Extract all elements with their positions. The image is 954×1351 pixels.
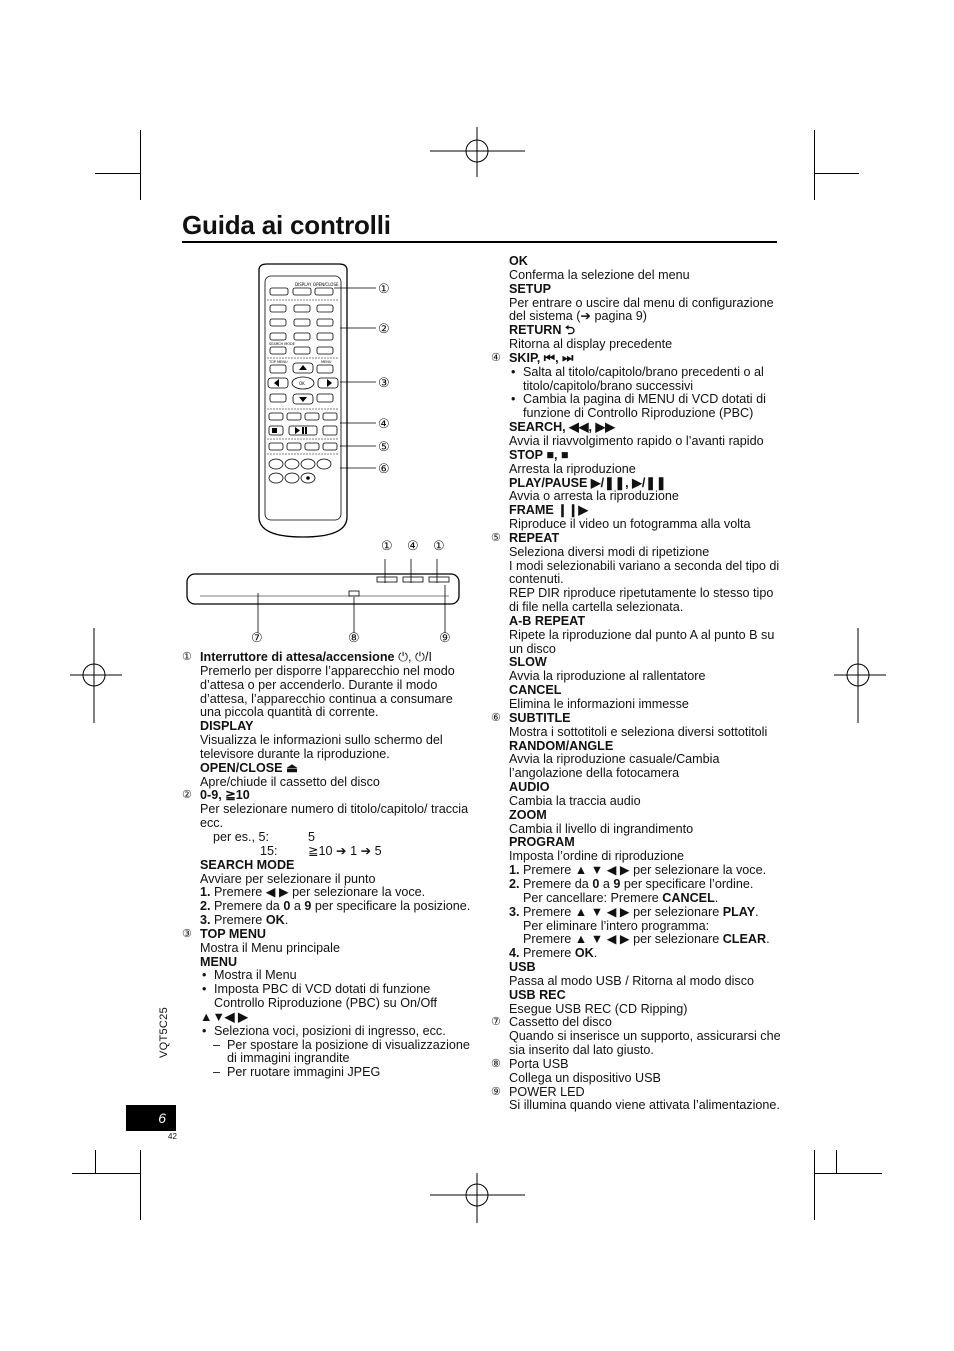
remote-callout-5: ⑤ [378, 439, 390, 454]
repeat-text: REP DIR riproduce ripetutamente lo stesso tipo di file nella cartella selezionata. [509, 586, 774, 615]
audio-heading: AUDIO [509, 780, 550, 795]
frame-heading: FRAME ❙❙▶ [509, 503, 589, 518]
document-code: VQT5C25 [158, 1006, 170, 1058]
dash-item: – Per spostare la posizione di visualizzazione di immagini ingrandite [200, 1039, 472, 1067]
remote-callout-6: ⑥ [378, 461, 390, 476]
random-angle-heading: RANDOM/ANGLE [509, 738, 614, 753]
player-callout-8: ⑧ [348, 630, 360, 645]
bullet-item: • Seleziona voci, posizioni di ingresso, ecc. [200, 1025, 472, 1039]
menu-heading: MENU [200, 954, 238, 969]
search-text: Avvia il riavvolgimento rapido o l’avanti rapido [509, 433, 764, 448]
section-text: Si illumina quando viene attivata l’alimentazione. [509, 1098, 780, 1113]
section-heading: REPEAT [509, 530, 560, 545]
setup-heading: SETUP [509, 281, 551, 296]
page-title: Guida ai controlli [182, 210, 391, 240]
section-3-continued [491, 255, 781, 352]
section-heading: SKIP, ⏮, ⏭ [509, 350, 574, 365]
section-9 [491, 1086, 781, 1114]
registration-mark-bottom [430, 1173, 525, 1223]
slow-text: Avvia la riproduzione al rallentatore [509, 669, 706, 684]
ab-repeat-heading: A-B REPEAT [509, 613, 586, 628]
remote-callout-1: ① [378, 281, 390, 296]
random-angle-text: Avvia la riproduzione casuale/Cambia l’angolazione della fotocamera [509, 752, 720, 781]
section-text: Premerlo per disporre l’apparecchio nel modo d’attesa o per accenderlo. Durante il modo d’attesa, l’apparecchio continua a consumare una piccola quantità di corrente. [200, 663, 455, 720]
bullet-item: • Salta al titolo/capitolo/brano precedenti o al titolo/capitolo/brano successivi [509, 366, 781, 394]
cancel-text: Elimina le informazioni immesse [509, 697, 689, 711]
right-column [491, 255, 781, 1113]
section-heading: POWER LED [509, 1084, 585, 1099]
step-1: 1. Premere ◀ ▶ per selezionare la voce. [200, 885, 426, 900]
search-heading: SEARCH, ◀◀, ▶▶ [509, 420, 615, 435]
bullet-item: • Cambia la pagina di MENU di VCD dotati di funzione di Controllo Riproduzione (PBC) [509, 393, 781, 421]
section-text: Per selezionare numero di titolo/capitolo/ traccia ecc. [200, 802, 469, 831]
program-step-2: 2. Premere da 0 a 9 per specificare l’ordine. [509, 876, 754, 891]
svg-text:DISPLAY: DISPLAY [295, 282, 312, 287]
play-pause-heading: PLAY/PAUSE ▶/❚❚, ▶/❚❚ [509, 475, 667, 490]
audio-text: Cambia la traccia audio [509, 793, 641, 808]
frame-text: Riproduce il video un fotogramma alla volta [509, 517, 751, 532]
remote-callout-lines [330, 285, 380, 475]
stop-heading: STOP ■, ■ [509, 447, 569, 462]
svg-text:SEARCH MODE: SEARCH MODE [269, 342, 295, 346]
setup-text: Per entrare o uscire dal menu di configurazione del sistema (➔ pagina 9) [509, 295, 774, 324]
left-column [182, 651, 472, 1080]
step-2: 2. Premere da 0 a 9 per specificare la posizione. [200, 899, 471, 914]
return-text: Ritorna al display precedente [509, 337, 673, 352]
section-2 [182, 789, 472, 927]
search-mode-text: Avviare per selezionare il punto [200, 871, 376, 886]
section-8 [491, 1058, 781, 1086]
open-close-heading: OPEN/CLOSE ⏏ [200, 760, 298, 775]
svg-text:TOP MENU: TOP MENU [269, 360, 288, 364]
program-step-3: 3. Premere ▲ ▼ ◀ ▶ per selezionare PLAY. [509, 904, 759, 919]
section-1 [182, 651, 472, 789]
remote-callout-2: ② [378, 321, 390, 336]
registration-mark-left [70, 628, 122, 723]
section-number: ⑥ [491, 711, 501, 724]
return-heading: RETURN ⮌ [509, 323, 576, 338]
section-4 [491, 352, 781, 532]
player-callout-7: ⑦ [251, 630, 263, 645]
ab-repeat-text: Ripete la riproduzione dal punto A al punto B su un disco [509, 627, 775, 656]
program-step-4: 4. Premere OK. [509, 946, 598, 961]
repeat-text: I modi selezionabili variano a seconda del tipo di contenuti. [509, 558, 780, 587]
display-heading: DISPLAY [200, 719, 254, 734]
small-page-number: 42 [168, 1132, 177, 1141]
section-7 [491, 1016, 781, 1058]
section-text: Collega un dispositivo USB [509, 1070, 661, 1085]
usb-rec-text: Esegue USB REC (CD Ripping) [509, 1001, 688, 1016]
dash-item: – Per ruotare immagini JPEG [200, 1066, 472, 1080]
repeat-text: Seleziona diversi modi di ripetizione [509, 544, 710, 559]
program-step-3-note: Premere ▲ ▼ ◀ ▶ per selezionare CLEAR. [523, 932, 770, 947]
slow-heading: SLOW [509, 655, 547, 670]
section-heading: SUBTITLE [509, 710, 571, 725]
section-heading: Interruttore di attesa/accensione [200, 650, 395, 664]
open-close-text: Apre/chiude il cassetto del disco [200, 774, 380, 789]
player-callout-9: ⑨ [439, 630, 451, 645]
arrows-heading: ▲▼◀ ▶ [200, 1009, 248, 1024]
section-number: ④ [491, 351, 501, 364]
play-pause-text: Avvia o arresta la riproduzione [509, 489, 679, 504]
remote-callout-3: ③ [378, 375, 390, 390]
usb-heading: USB [509, 960, 536, 975]
section-number: ⑨ [491, 1085, 501, 1098]
standby-icon: ⏻, ⏻/I [394, 650, 432, 664]
zoom-heading: ZOOM [509, 807, 547, 822]
title-rule [182, 241, 777, 243]
example-row: per es., 5: 5 [213, 829, 316, 844]
program-step-3-note: Per eliminare l’intero programma: [523, 918, 710, 933]
program-step-2-note: Per cancellare: Premere CANCEL. [523, 890, 719, 905]
section-6 [491, 712, 781, 1017]
player-callout-4: ④ [407, 538, 419, 553]
section-number: ① [182, 651, 192, 663]
registration-mark-right [834, 628, 886, 723]
section-heading: Cassetto del disco [509, 1015, 612, 1030]
player-callout-1b: ① [433, 538, 445, 553]
example-row: 15: ≧10 ➔ 1 ➔ 5 [260, 843, 382, 858]
section-text: Mostra il Menu principale [200, 940, 340, 955]
section-3 [182, 928, 472, 1080]
section-number: ③ [182, 927, 192, 940]
section-number: ⑧ [491, 1057, 501, 1070]
section-heading: Porta USB [509, 1056, 569, 1071]
program-text: Imposta l’ordine di riproduzione [509, 849, 685, 864]
bullet-item: • Mostra il Menu [200, 969, 472, 983]
program-step-1: 1. Premere ▲ ▼ ◀ ▶ per selezionare la voce. [509, 863, 767, 878]
registration-mark-top [430, 127, 525, 177]
svg-text:MENU: MENU [321, 360, 332, 364]
remote-callout-4: ④ [378, 416, 390, 431]
section-number: ⑤ [491, 531, 501, 544]
player-callout-1a: ① [381, 538, 393, 553]
section-heading: 0-9, ≧10 [200, 788, 250, 803]
page-number: 6 [126, 1105, 176, 1131]
zoom-text: Cambia il livello di ingrandimento [509, 821, 694, 836]
section-text: Quando si inserisce un supporto, assicurarsi che sia inserito dal lato giusto. [509, 1029, 781, 1058]
usb-rec-heading: USB REC [509, 987, 566, 1002]
ok-text: Conferma la selezione del menu [509, 267, 690, 282]
search-mode-heading: SEARCH MODE [200, 857, 295, 872]
svg-text:OK: OK [299, 381, 305, 386]
ok-heading: OK [509, 254, 528, 268]
section-heading: TOP MENU [200, 926, 267, 941]
program-heading: PROGRAM [509, 835, 575, 850]
stop-text: Arresta la riproduzione [509, 461, 636, 476]
usb-text: Passa al modo USB / Ritorna al modo disco [509, 973, 754, 988]
subtitle-text: Mostra i sottotitoli e seleziona diversi sottotitoli [509, 724, 768, 739]
player-unit-illustration [185, 555, 465, 635]
section-5 [491, 532, 781, 712]
display-text: Visualizza le informazioni sullo schermo del televisore durante la riproduzione. [200, 733, 443, 761]
svg-text:OPEN/CLOSE: OPEN/CLOSE [313, 282, 339, 287]
cancel-heading: CANCEL [509, 683, 562, 698]
section-number: ② [182, 789, 192, 802]
section-number: ⑦ [491, 1016, 501, 1029]
step-3: 3. Premere OK. [200, 913, 289, 928]
bullet-item: • Imposta PBC di VCD dotati di funzione Controllo Riproduzione (PBC) su On/Off [200, 983, 472, 1011]
